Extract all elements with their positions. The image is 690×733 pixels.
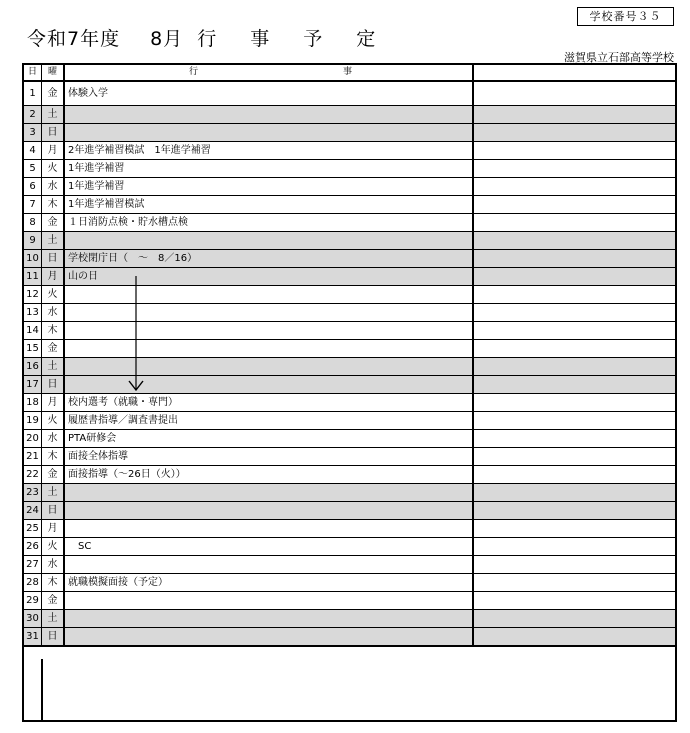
header-events-char-1: 行	[189, 67, 199, 77]
event-cell: 1年進学補習	[64, 178, 473, 196]
event-cell	[64, 124, 473, 142]
weekday-cell: 木	[42, 574, 65, 592]
day-cell: 16	[24, 358, 42, 376]
event-cell	[64, 520, 473, 538]
day-cell: 31	[24, 628, 42, 647]
notes-cell	[473, 268, 675, 286]
notes-cell	[473, 304, 675, 322]
doc-type: 行 事 予 定	[197, 28, 390, 50]
event-cell: 履歴書指導／調査書提出	[64, 412, 473, 430]
event-cell	[64, 286, 473, 304]
notes-cell	[473, 592, 675, 610]
notes-cell	[473, 286, 675, 304]
day-cell: 8	[24, 214, 42, 232]
notes-cell	[473, 250, 675, 268]
table-row	[24, 556, 675, 574]
event-cell	[64, 484, 473, 502]
event-cell	[64, 232, 473, 250]
day-cell: 23	[24, 484, 42, 502]
schedule-sheet	[22, 63, 677, 722]
weekday-cell: 日	[42, 502, 65, 520]
event-cell	[64, 304, 473, 322]
weekday-cell: 火	[42, 412, 65, 430]
table-row	[24, 286, 675, 304]
day-cell: 22	[24, 466, 42, 484]
month: 8月	[150, 28, 184, 50]
day-cell: 20	[24, 430, 42, 448]
table-row	[24, 232, 675, 250]
header-day: 日	[24, 65, 42, 81]
event-cell	[64, 610, 473, 628]
table-row	[24, 322, 675, 340]
day-cell: 24	[24, 502, 42, 520]
weekday-cell: 金	[42, 340, 65, 358]
header-events-char-2: 事	[343, 67, 353, 77]
notes-divider	[41, 659, 43, 720]
weekday-cell: 土	[42, 106, 65, 124]
table-row	[24, 142, 675, 160]
weekday-cell: 日	[42, 250, 65, 268]
day-cell: 1	[24, 81, 42, 106]
day-cell: 10	[24, 250, 42, 268]
schedule-table	[24, 65, 675, 647]
table-row	[24, 160, 675, 178]
event-cell: PTA研修会	[64, 430, 473, 448]
notes-cell	[473, 574, 675, 592]
day-cell: 5	[24, 160, 42, 178]
event-cell: 就職模擬面接（予定）	[64, 574, 473, 592]
notes-cell	[473, 178, 675, 196]
table-row	[24, 538, 675, 556]
table-row	[24, 520, 675, 538]
event-cell: 面接全体指導	[64, 448, 473, 466]
table-row	[24, 304, 675, 322]
notes-cell	[473, 358, 675, 376]
notes-cell	[473, 340, 675, 358]
notes-cell	[473, 322, 675, 340]
weekday-cell: 水	[42, 430, 65, 448]
weekday-cell: 木	[42, 322, 65, 340]
notes-cell	[473, 214, 675, 232]
event-cell	[64, 358, 473, 376]
era-year: 令和7年度	[27, 28, 121, 50]
table-row	[24, 250, 675, 268]
header-notes	[473, 65, 675, 81]
notes-cell	[473, 484, 675, 502]
event-cell: １日消防点検・貯水槽点検	[64, 214, 473, 232]
day-cell: 19	[24, 412, 42, 430]
day-cell: 12	[24, 286, 42, 304]
weekday-cell: 火	[42, 160, 65, 178]
weekday-cell: 金	[42, 81, 65, 106]
notes-cell	[473, 376, 675, 394]
event-cell: 面接指導（～26日（火））	[64, 466, 473, 484]
table-row	[24, 124, 675, 142]
day-cell: 26	[24, 538, 42, 556]
event-cell	[64, 592, 473, 610]
day-cell: 17	[24, 376, 42, 394]
weekday-cell: 火	[42, 286, 65, 304]
notes-cell	[473, 81, 675, 106]
day-cell: 13	[24, 304, 42, 322]
notes-cell	[473, 628, 675, 647]
day-cell: 30	[24, 610, 42, 628]
notes-cell	[473, 556, 675, 574]
weekday-cell: 金	[42, 466, 65, 484]
table-row	[24, 502, 675, 520]
notes-cell	[473, 610, 675, 628]
event-cell: 1年進学補習	[64, 160, 473, 178]
event-cell: 校内選考（就職・専門）	[64, 394, 473, 412]
notes-cell	[473, 124, 675, 142]
table-row	[24, 178, 675, 196]
notes-cell	[473, 394, 675, 412]
day-cell: 18	[24, 394, 42, 412]
table-row	[24, 448, 675, 466]
event-cell	[64, 556, 473, 574]
day-cell: 29	[24, 592, 42, 610]
weekday-cell: 水	[42, 556, 65, 574]
weekday-cell: 金	[42, 592, 65, 610]
day-cell: 11	[24, 268, 42, 286]
table-row	[24, 466, 675, 484]
notes-cell	[473, 142, 675, 160]
day-cell: 6	[24, 178, 42, 196]
event-cell: 体験入学	[64, 81, 473, 106]
document-title	[27, 24, 389, 51]
table-row	[24, 574, 675, 592]
table-row	[24, 268, 675, 286]
weekday-cell: 土	[42, 232, 65, 250]
table-row	[24, 376, 675, 394]
day-cell: 9	[24, 232, 42, 250]
weekday-cell: 土	[42, 358, 65, 376]
day-cell: 2	[24, 106, 42, 124]
notes-cell	[473, 160, 675, 178]
notes-area	[24, 659, 675, 720]
notes-cell	[473, 106, 675, 124]
table-header	[24, 65, 675, 81]
weekday-cell: 日	[42, 124, 65, 142]
table-row	[24, 358, 675, 376]
table-row	[24, 394, 675, 412]
event-cell: 山の日	[64, 268, 473, 286]
event-cell: 1年進学補習模試	[64, 196, 473, 214]
weekday-cell: 土	[42, 610, 65, 628]
weekday-cell: 土	[42, 484, 65, 502]
table-row	[24, 628, 675, 647]
weekday-cell: 月	[42, 142, 65, 160]
weekday-cell: 月	[42, 520, 65, 538]
day-cell: 14	[24, 322, 42, 340]
school-number-box: 学校番号３５	[577, 7, 674, 26]
weekday-cell: 火	[42, 538, 65, 556]
table-row	[24, 81, 675, 106]
school-name: 滋賀県立石部高等学校	[564, 51, 674, 64]
weekday-cell: 水	[42, 304, 65, 322]
weekday-cell: 木	[42, 196, 65, 214]
notes-cell	[473, 502, 675, 520]
event-cell: 学校閉庁日（ ～ 8／16）	[64, 250, 473, 268]
weekday-cell: 木	[42, 448, 65, 466]
table-row	[24, 430, 675, 448]
weekday-cell: 月	[42, 268, 65, 286]
event-cell	[64, 106, 473, 124]
notes-cell	[473, 538, 675, 556]
day-cell: 3	[24, 124, 42, 142]
event-cell	[64, 502, 473, 520]
table-row	[24, 340, 675, 358]
table-row	[24, 592, 675, 610]
day-cell: 27	[24, 556, 42, 574]
table-row	[24, 196, 675, 214]
notes-cell	[473, 520, 675, 538]
event-cell	[64, 322, 473, 340]
weekday-cell: 水	[42, 178, 65, 196]
table-row	[24, 412, 675, 430]
weekday-cell: 月	[42, 394, 65, 412]
notes-cell	[473, 430, 675, 448]
table-row	[24, 106, 675, 124]
day-cell: 21	[24, 448, 42, 466]
header-events	[64, 65, 473, 81]
table-row	[24, 484, 675, 502]
event-cell: SC	[64, 538, 473, 556]
event-cell	[64, 628, 473, 647]
day-cell: 28	[24, 574, 42, 592]
notes-cell	[473, 232, 675, 250]
weekday-cell: 日	[42, 628, 65, 647]
table-row	[24, 610, 675, 628]
event-cell	[64, 340, 473, 358]
notes-cell	[473, 448, 675, 466]
day-cell: 15	[24, 340, 42, 358]
notes-cell	[473, 196, 675, 214]
event-cell: 2年進学補習模試 1年進学補習	[64, 142, 473, 160]
day-cell: 7	[24, 196, 42, 214]
day-cell: 4	[24, 142, 42, 160]
day-cell: 25	[24, 520, 42, 538]
weekday-cell: 金	[42, 214, 65, 232]
notes-cell	[473, 412, 675, 430]
event-cell	[64, 376, 473, 394]
notes-cell	[473, 466, 675, 484]
weekday-cell: 日	[42, 376, 65, 394]
header-weekday: 曜	[42, 65, 65, 81]
table-row	[24, 214, 675, 232]
